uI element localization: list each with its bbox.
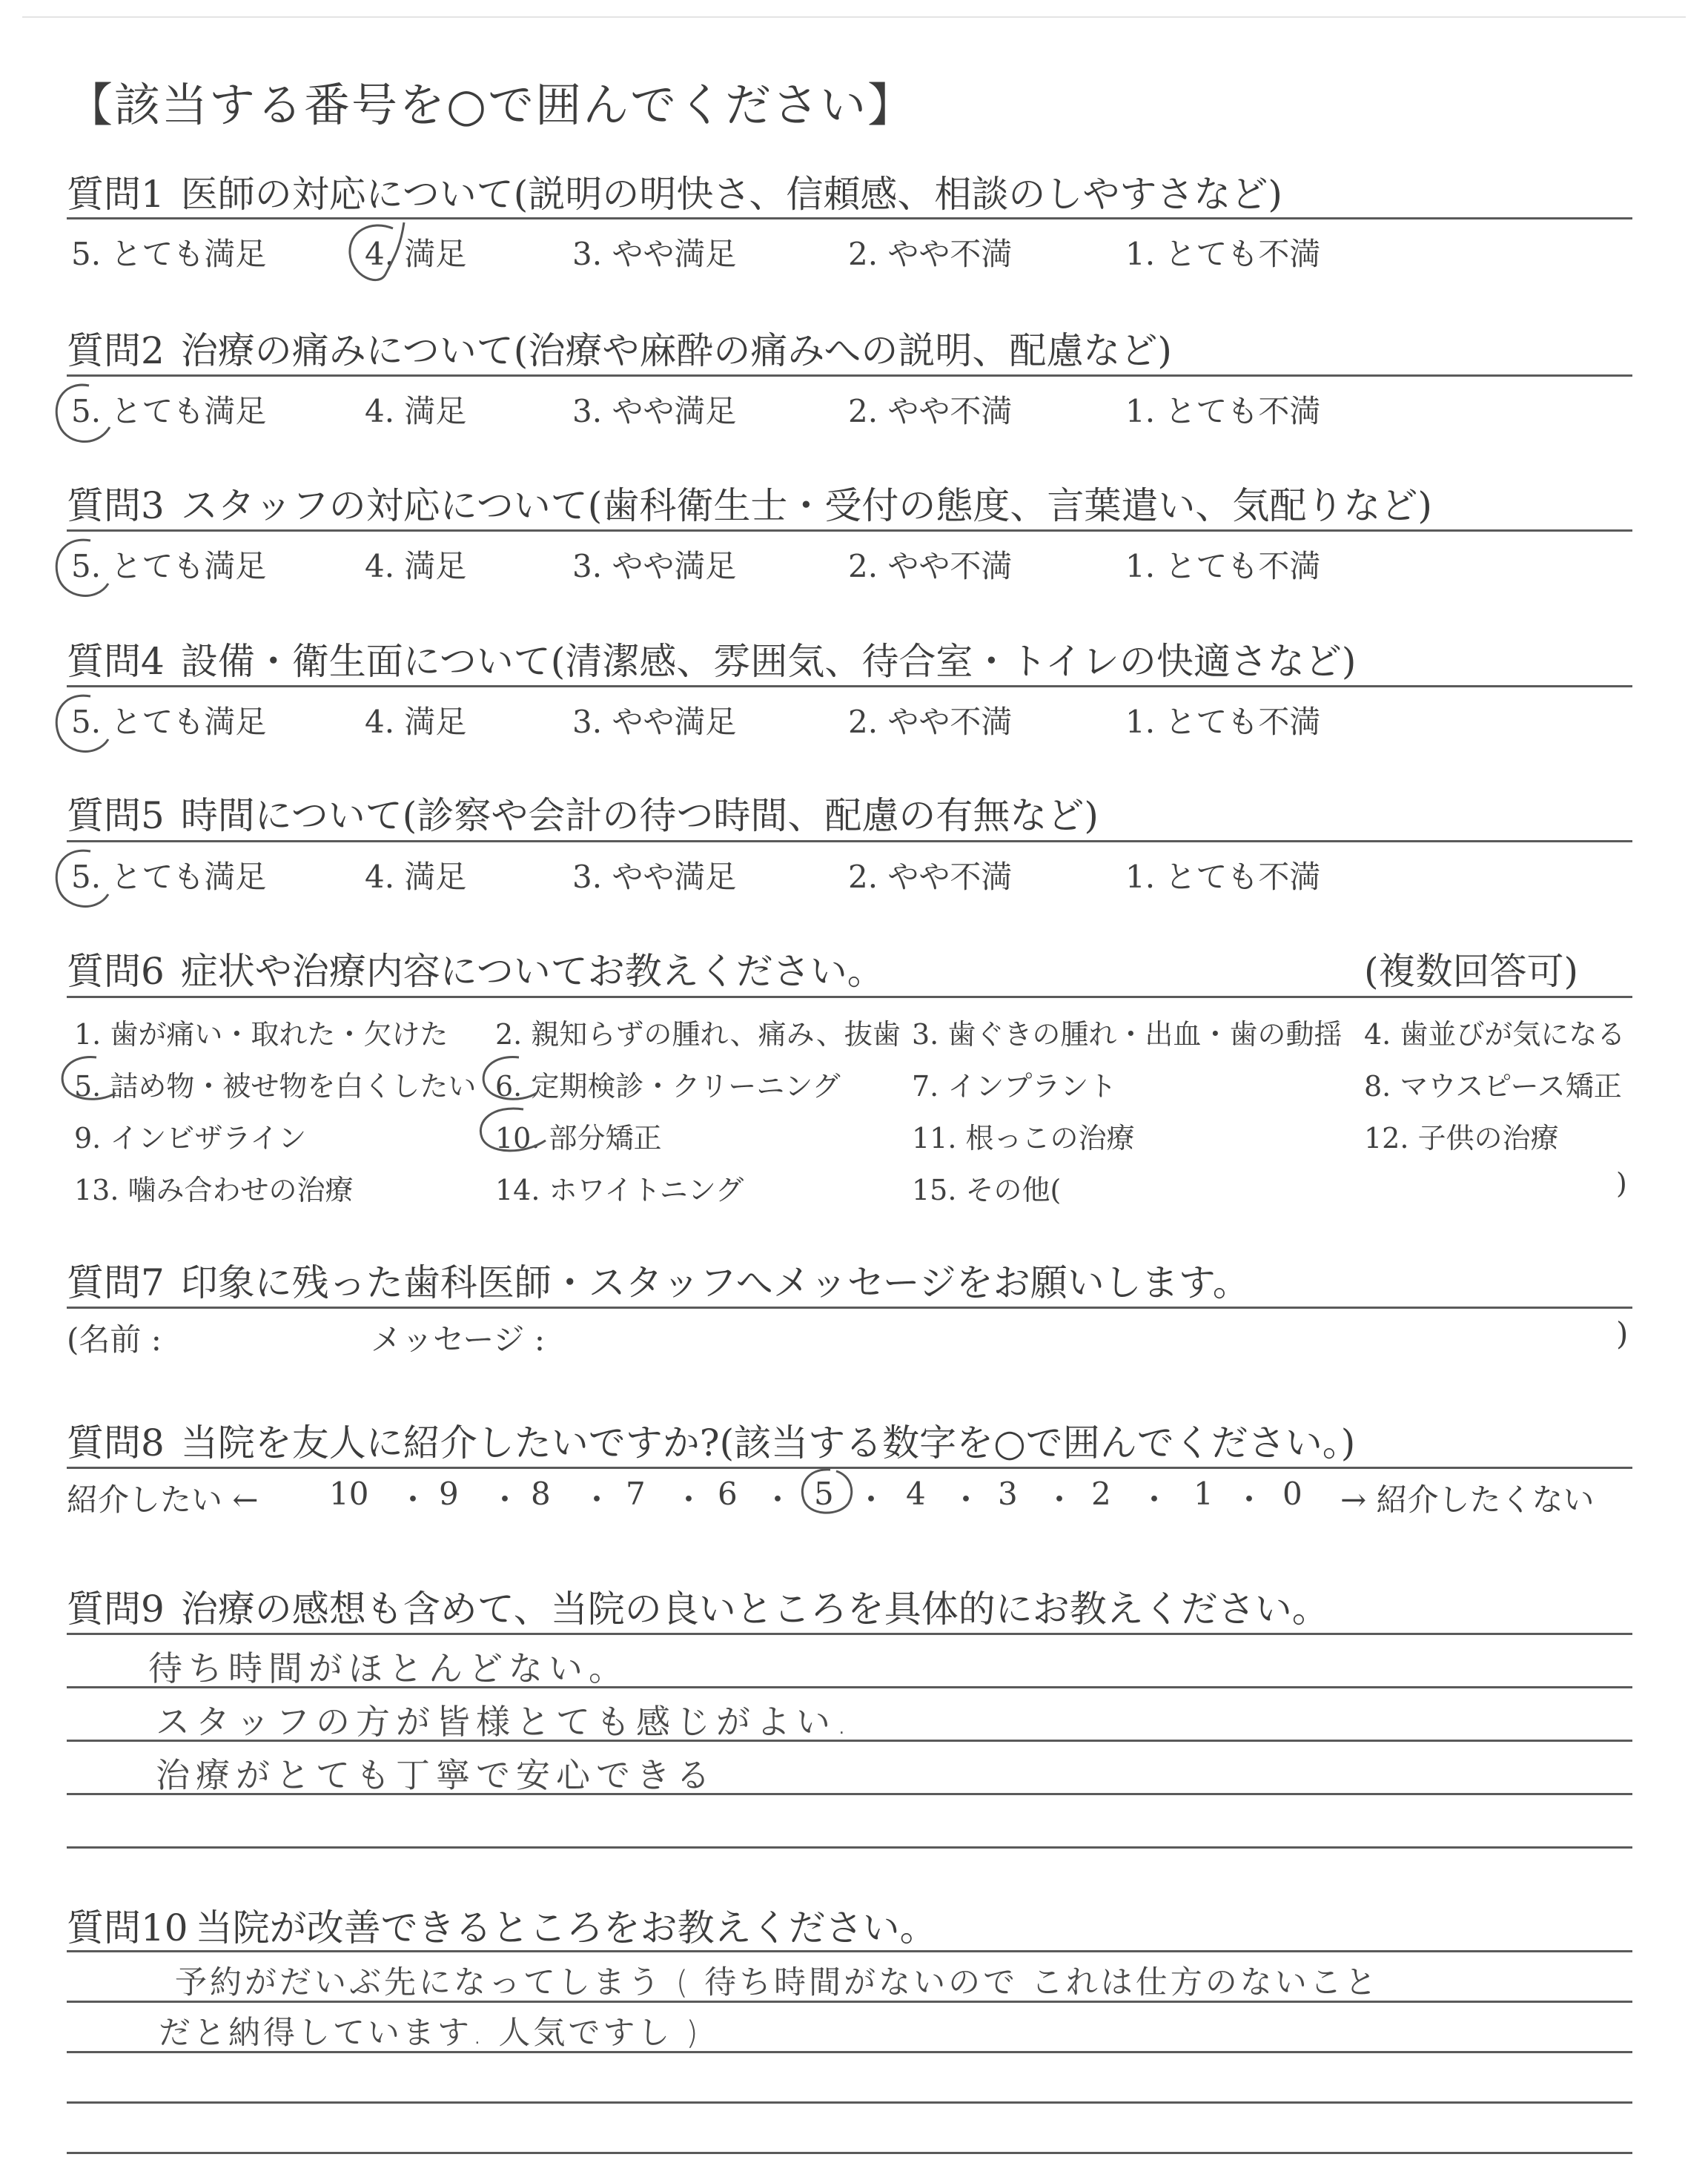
q8-heading xyxy=(67,1413,1355,1467)
q9-answer-line-1: 待ち時間がほとんどない。 xyxy=(148,1648,629,1688)
q10-answer-line-2: だと納得しています. 人気ですし ) xyxy=(159,2015,701,2052)
q1-rule xyxy=(67,217,1632,219)
q1-heading xyxy=(67,165,1282,218)
q6-option-13[interactable]: 13. 噛み合わせの治療 xyxy=(74,1174,354,1206)
q6-option-3[interactable]: 3. 歯ぐきの腫れ・出血・歯の動揺 xyxy=(912,1018,1343,1051)
q3-option-4[interactable]: 4. 満足 xyxy=(365,548,467,584)
q8-dot: ・ xyxy=(1044,1482,1076,1518)
q1-option-3[interactable]: 3. やや満足 xyxy=(572,236,737,272)
q8-left-label: 紹介したい ← xyxy=(67,1482,259,1518)
q4-option-5[interactable]: 5. とても満足 xyxy=(71,704,267,740)
q8-dot: ・ xyxy=(489,1482,521,1518)
q8-scale-10[interactable]: 10 xyxy=(329,1476,369,1512)
form-title: 【該当する番号を○で囲んでください】 xyxy=(67,78,916,132)
q2-text: 治療の痛みについて(治療や麻酔の痛みへの説明、配慮など) xyxy=(180,329,1172,372)
q9-heading xyxy=(67,1579,1329,1633)
q9-rule-5 xyxy=(67,1846,1632,1849)
q8-text: 当院を友人に紹介したいですか?(該当する数字を○で囲んでください。) xyxy=(180,1421,1356,1464)
q9-answer-line-2: スタッフの方が皆様とても感じがよい. xyxy=(156,1702,853,1742)
q5-option-1[interactable]: 1. とても不満 xyxy=(1125,859,1321,895)
q4-text: 設備・衛生面について(清潔感、雰囲気、待合室・トイレの快適さなど) xyxy=(180,640,1357,683)
q5-text: 時間について(診察や会計の待つ時間、配慮の有無など) xyxy=(180,794,1099,837)
q9-answer-line-3: 治療がとても丁寧で安心できる xyxy=(156,1755,716,1795)
q10-rule-5 xyxy=(67,2152,1632,2154)
q6-option-9[interactable]: 9. インビザライン xyxy=(74,1122,307,1155)
q5-number: 質問5 xyxy=(67,794,165,837)
q9-number: 質問9 xyxy=(67,1588,165,1631)
q2-heading xyxy=(67,321,1172,374)
q9-rule-1 xyxy=(67,1633,1632,1635)
q8-scale-7[interactable]: 7 xyxy=(626,1476,646,1512)
q10-rule-1 xyxy=(67,1950,1632,1952)
q4-option-3[interactable]: 3. やや満足 xyxy=(572,704,737,740)
q3-option-5[interactable]: 5. とても満足 xyxy=(71,548,267,584)
q10-rule-4 xyxy=(67,2101,1632,2104)
q2-option-2[interactable]: 2. やや不満 xyxy=(848,393,1013,429)
q3-option-3[interactable]: 3. やや満足 xyxy=(572,548,737,584)
q6-option-7[interactable]: 7. インプラント xyxy=(912,1070,1117,1103)
q7-close-paren: ) xyxy=(1616,1315,1629,1352)
q2-option-3[interactable]: 3. やや満足 xyxy=(572,393,737,429)
q5-option-2[interactable]: 2. やや不満 xyxy=(848,859,1013,895)
q6-option-15[interactable]: 15. その他( xyxy=(912,1174,1062,1206)
q1-option-5[interactable]: 5. とても満足 xyxy=(71,236,267,272)
q2-option-5[interactable]: 5. とても満足 xyxy=(71,393,267,429)
q7-name-label: (名前 : xyxy=(67,1321,162,1358)
q4-heading xyxy=(67,632,1356,685)
q8-dot: ・ xyxy=(762,1482,794,1518)
q7-text: 印象に残った歯科医師・スタッフへメッセージをお願いします。 xyxy=(180,1261,1250,1304)
q2-option-1[interactable]: 1. とても不満 xyxy=(1125,393,1321,429)
q6-option-12[interactable]: 12. 子供の治療 xyxy=(1364,1122,1559,1155)
q8-dot: ・ xyxy=(581,1482,613,1518)
q8-dot: ・ xyxy=(1234,1482,1265,1518)
q6-option-15-close: ) xyxy=(1616,1167,1627,1200)
q5-option-4[interactable]: 4. 満足 xyxy=(365,859,467,895)
q3-option-2[interactable]: 2. やや不満 xyxy=(848,548,1013,584)
q7-heading xyxy=(67,1253,1250,1307)
q6-option-4[interactable]: 4. 歯並びが気になる xyxy=(1364,1018,1626,1051)
q3-rule xyxy=(67,529,1632,532)
q2-rule xyxy=(67,374,1632,377)
q6-option-1[interactable]: 1. 歯が痛い・取れた・欠けた xyxy=(74,1018,448,1051)
q8-dot: ・ xyxy=(673,1482,705,1518)
q8-number: 質問8 xyxy=(67,1421,165,1464)
q5-heading xyxy=(67,786,1099,839)
q8-dot: ・ xyxy=(397,1482,429,1518)
q8-dot: ・ xyxy=(855,1482,887,1518)
q3-heading xyxy=(67,476,1432,529)
q8-scale-6[interactable]: 6 xyxy=(718,1476,738,1512)
q10-text: 当院が改善できるところをお教えください。 xyxy=(195,1906,937,1949)
q7-rule xyxy=(67,1307,1632,1309)
q10-number: 質問10 xyxy=(67,1906,188,1949)
q2-option-4[interactable]: 4. 満足 xyxy=(365,393,467,429)
q6-option-11[interactable]: 11. 根っこの治療 xyxy=(912,1122,1135,1155)
q7-number: 質問7 xyxy=(67,1261,165,1304)
q6-option-5[interactable]: 5. 詰め物・被せ物を白くしたい xyxy=(74,1070,477,1103)
q6-option-14[interactable]: 14. ホワイトニング xyxy=(495,1174,744,1206)
q10-heading xyxy=(67,1898,937,1952)
q8-scale-4[interactable]: 4 xyxy=(906,1476,926,1512)
q2-number: 質問2 xyxy=(67,329,165,372)
q6-option-6[interactable]: 6. 定期検診・クリーニング xyxy=(495,1070,841,1103)
q1-text: 医師の対応について(説明の明快さ、信頼感、相談のしやすさなど) xyxy=(180,173,1282,216)
q1-option-4[interactable]: 4. 満足 xyxy=(365,236,467,272)
q4-option-4[interactable]: 4. 満足 xyxy=(365,704,467,740)
q1-number: 質問1 xyxy=(67,173,165,216)
q9-text: 治療の感想も含めて、当院の良いところを具体的にお教えください。 xyxy=(180,1588,1329,1631)
q1-option-1[interactable]: 1. とても不満 xyxy=(1125,236,1321,272)
q4-rule xyxy=(67,685,1632,687)
q8-scale-0[interactable]: 0 xyxy=(1282,1476,1302,1512)
q6-number: 質問6 xyxy=(67,950,165,993)
q8-scale-8[interactable]: 8 xyxy=(531,1476,551,1512)
q3-number: 質問3 xyxy=(67,484,165,527)
q4-option-1[interactable]: 1. とても不満 xyxy=(1125,704,1321,740)
q7-message-label: メッセージ : xyxy=(371,1321,545,1358)
q10-answer-line-1: 予約がだいぶ先になってしまう ( 待ち時間がないので これは仕方のないこと xyxy=(175,1964,1380,2001)
q5-option-5[interactable]: 5. とても満足 xyxy=(71,859,267,895)
q3-option-1[interactable]: 1. とても不満 xyxy=(1125,548,1321,584)
q8-dot: ・ xyxy=(1139,1482,1171,1518)
q6-heading xyxy=(67,942,884,995)
q8-dot: ・ xyxy=(950,1482,982,1518)
q8-scale-1[interactable]: 1 xyxy=(1194,1476,1214,1512)
q3-text: スタッフの対応について(歯科衛生士・受付の態度、言葉遣い、気配りなど) xyxy=(180,484,1432,527)
q4-option-2[interactable]: 2. やや不満 xyxy=(848,704,1013,740)
q4-number: 質問4 xyxy=(67,640,165,683)
q8-right-label: → 紹介したくない xyxy=(1340,1482,1595,1518)
q6-multi-note: (複数回答可) xyxy=(1364,950,1579,993)
q5-rule xyxy=(67,840,1632,842)
q8-scale-2[interactable]: 2 xyxy=(1091,1476,1111,1512)
q8-scale-3[interactable]: 3 xyxy=(998,1476,1018,1512)
q6-option-2[interactable]: 2. 親知らずの腫れ、痛み、抜歯 xyxy=(495,1018,901,1051)
scan-top-edge xyxy=(22,16,1686,18)
q6-option-10[interactable]: 10. 部分矯正 xyxy=(495,1122,662,1155)
q8-scale-9[interactable]: 9 xyxy=(439,1476,459,1512)
q5-option-3[interactable]: 3. やや満足 xyxy=(572,859,737,895)
q6-rule xyxy=(67,996,1632,998)
q6-text: 症状や治療内容についてお教えください。 xyxy=(180,950,884,993)
q8-scale-5[interactable]: 5 xyxy=(814,1476,834,1512)
q1-option-2[interactable]: 2. やや不満 xyxy=(848,236,1013,272)
q8-rule xyxy=(67,1467,1632,1469)
q6-option-8[interactable]: 8. マウスピース矯正 xyxy=(1364,1070,1622,1103)
